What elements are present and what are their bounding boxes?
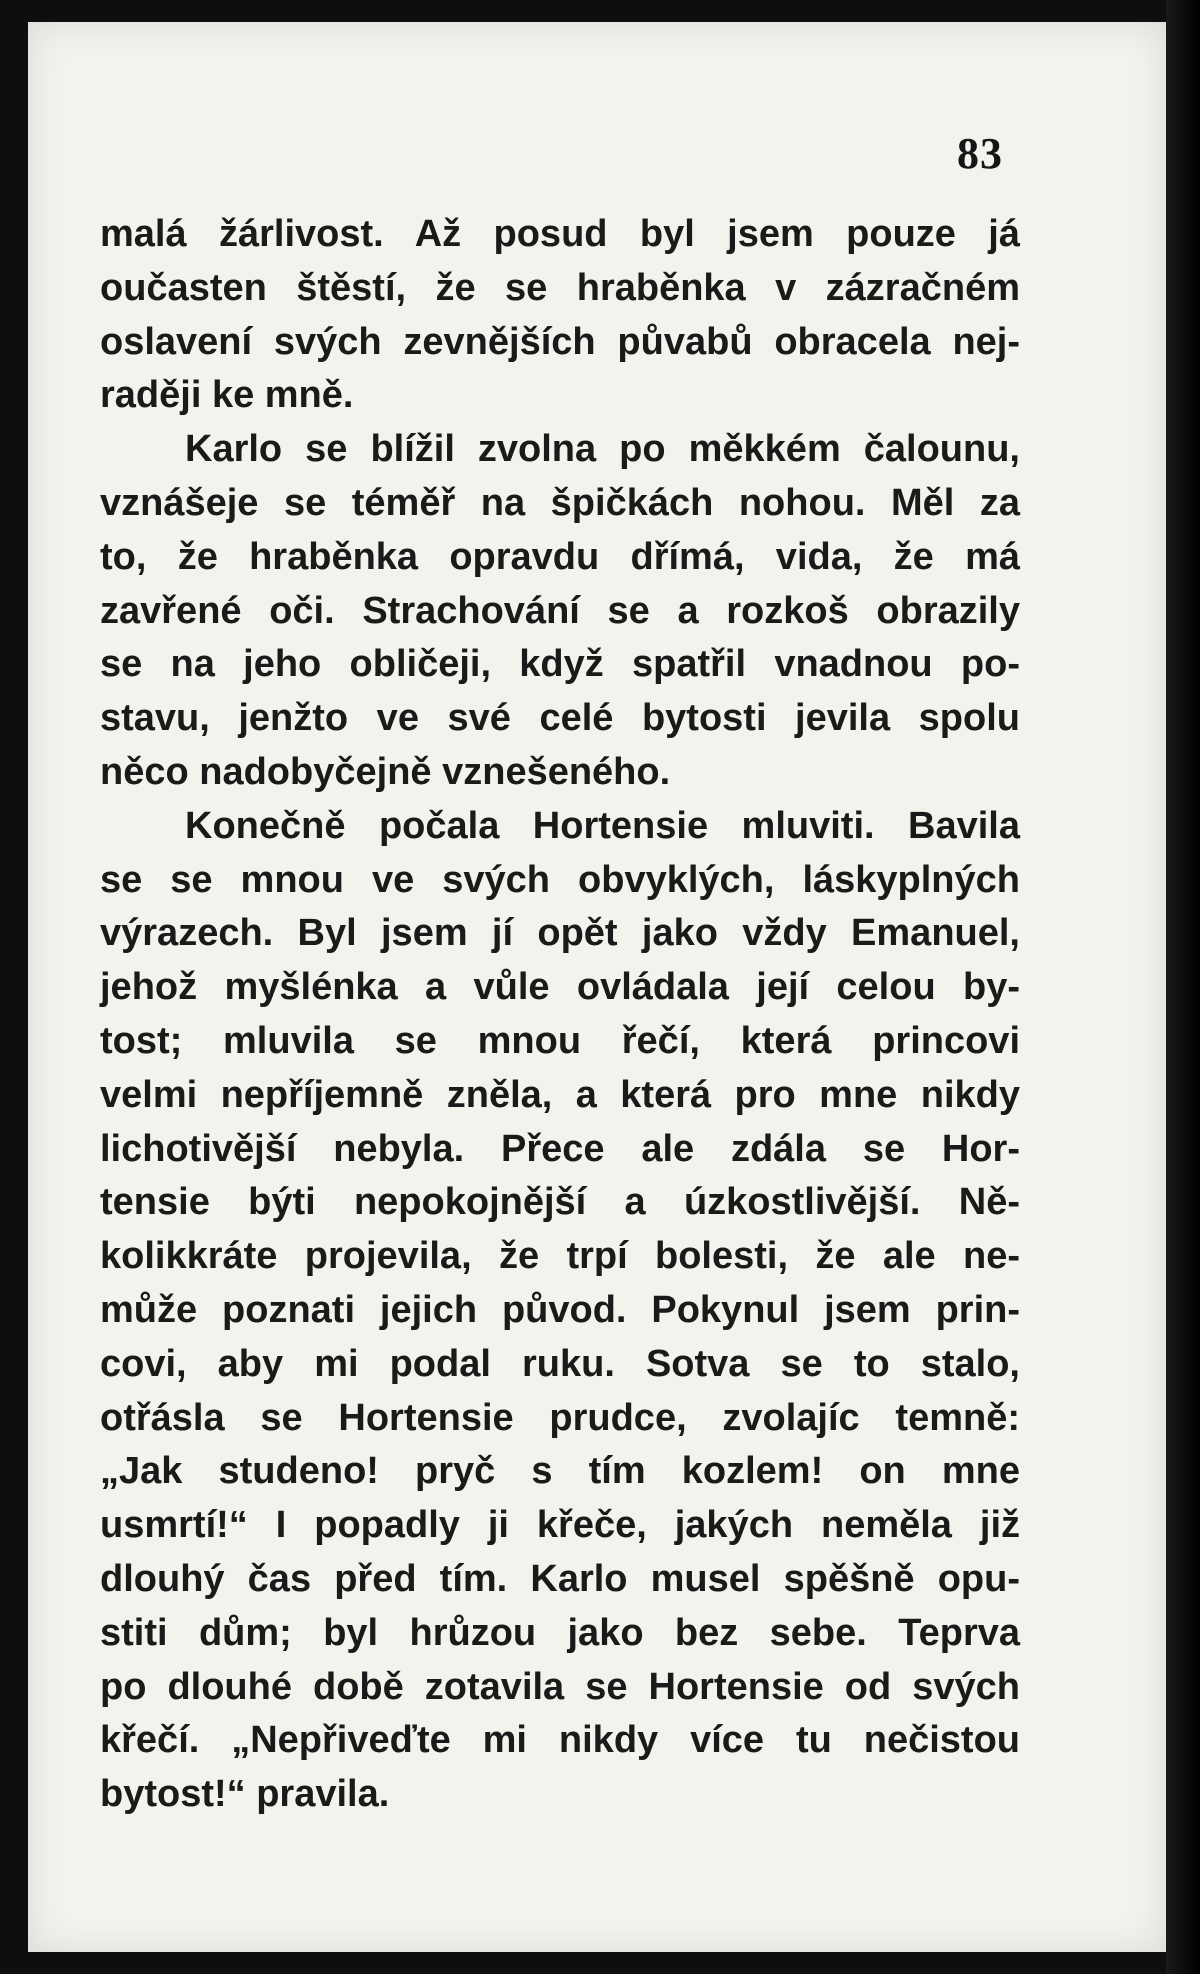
page-edge xyxy=(1166,0,1200,1974)
text-line: velmi nepříjemně zněla, a která pro mne nikdy xyxy=(100,1073,1020,1116)
text-line: „Jak studeno! pryč s tím kozlem! on mne xyxy=(100,1450,1020,1493)
text-line: tost; mluvila se mnou řečí, která princovi xyxy=(100,1019,1020,1062)
text-line: stavu, jenžto ve své celé bytosti jevila spolu xyxy=(100,697,1020,740)
text-line: lichotivější nebyla. Přece ale zdála se Hor- xyxy=(100,1127,1020,1170)
text-line: zavřené oči. Strachování se a rozkoš obrazily xyxy=(100,589,1020,632)
text-line: otřásla se Hortensie prudce, zvolajíc temně: xyxy=(100,1396,1020,1439)
text-line: to, že hraběnka opravdu dřímá, vida, že má xyxy=(100,535,1020,578)
text-line: výrazech. Byl jsem jí opět jako vždy Emanuel, xyxy=(100,912,1020,955)
text-line: usmrtí!“ I popadly ji křeče, jakých neměla již xyxy=(100,1504,1020,1547)
text-line: dlouhý čas před tím. Karlo musel spěšně opu- xyxy=(100,1557,1020,1600)
text-line: se se mnou ve svých obvyklých, láskyplných xyxy=(100,858,1020,901)
text-line: bytost!“ pravila. xyxy=(100,1773,390,1816)
page-number: 83 xyxy=(957,129,1003,178)
text-line: křečí. „Nepřiveďte mi nikdy více tu nečistou xyxy=(100,1719,1020,1762)
text-line: oučasten štěstí, že se hraběnka v zázračném xyxy=(100,266,1020,309)
text-line: malá žárlivost. Až posud byl jsem pouze já xyxy=(100,213,1020,255)
text-line: stiti dům; byl hrůzou jako bez sebe. Teprva xyxy=(100,1611,1020,1654)
text-line: kolikkráte projevila, že trpí bolesti, že ale ne- xyxy=(100,1235,1020,1278)
text-line: Konečně počala Hortensie mluviti. Bavila xyxy=(185,804,1020,847)
text-line: tensie býti nepokojnější a úzkostlivější. Ně- xyxy=(100,1181,1020,1224)
text-line: oslavení svých zevnějších půvabů obracela nej- xyxy=(100,320,1020,363)
body-text xyxy=(100,208,1020,1822)
text-line: po dlouhé době zotavila se Hortensie od svých xyxy=(100,1665,1020,1708)
text-line: něco nadobyčejně vznešeného. xyxy=(100,750,671,793)
text-line: covi, aby mi podal ruku. Sotva se to stalo, xyxy=(100,1342,1020,1385)
text-line: Karlo se blížil zvolna po měkkém čalounu, xyxy=(185,428,1020,471)
text-line: vznášeje se téměř na špičkách nohou. Měl za xyxy=(100,481,1020,524)
text-line: jehož myšlénka a vůle ovládala její celou by- xyxy=(100,966,1020,1009)
text-line: může poznati jejich původ. Pokynul jsem prin- xyxy=(100,1288,1020,1331)
text-line: se na jeho obličeji, když spatřil vnadnou po- xyxy=(100,643,1020,686)
text-line: raději ke mně. xyxy=(100,374,354,417)
